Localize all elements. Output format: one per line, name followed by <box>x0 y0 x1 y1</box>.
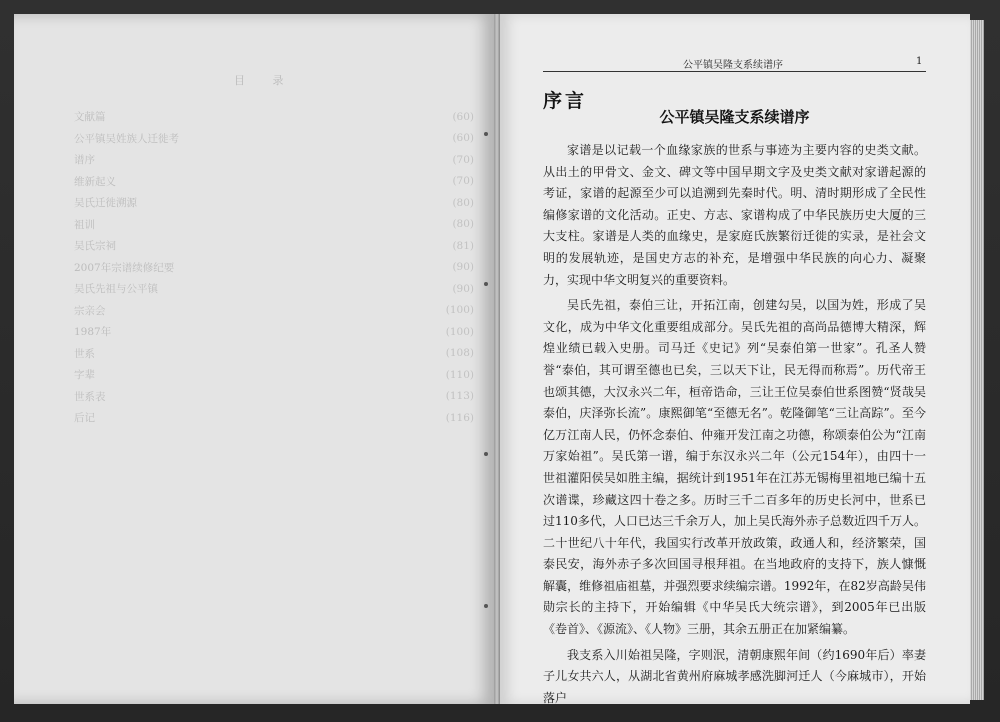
toc-row: 公平镇吴姓族人迁徙考 (60) <box>74 132 474 145</box>
left-page-header: 目 录 <box>234 74 296 87</box>
toc-row: 世系 (108) <box>74 347 474 360</box>
toc-row: 祖训 (80) <box>74 218 474 231</box>
toc-row: 吴氏迁徙溯源 (80) <box>74 196 474 210</box>
table-of-contents <box>74 106 474 429</box>
toc-row: 字辈 (110) <box>74 368 474 382</box>
toc-row: 吴氏宗祠 (81) <box>74 239 474 253</box>
left-page <box>14 14 494 704</box>
paragraph: 家谱是以记载一个血缘家族的世系与事迹为主要内容的史类文献。从出土的甲骨文、金文、碑文等中国早期文字及史类文献对家谱起源的考证，家谱的起源至少可以追溯到先秦时代。明、清时期形成了全民性编修家谱的文化活动。正史、方志、家谱构成了中华民族历史大厦的三大支柱。家谱是人类的血缘史，是家庭氏族繁衍迁徙的实录，是社会文明的发展轨迹，是国史方志的补充，是增强中华民族的向心力、凝聚力，实现中华文明复兴的重要资料。 <box>543 143 926 287</box>
paragraph: 我支系入川始祖吴隆，字则泯，清朝康熙年间（约1690年后）率妻子儿女共六人，从湖北省黄州府麻城孝感洗脚河迁人（今麻城市），开始落户 <box>543 647 926 705</box>
toc-row: 文献篇 (60) <box>74 110 474 124</box>
binding-hole <box>484 452 488 456</box>
header-rule <box>543 71 926 72</box>
binding-hole <box>484 604 488 608</box>
toc-row: 世系表 (113) <box>74 390 474 403</box>
binding-hole <box>484 132 488 136</box>
toc-row: 2007年宗谱续修纪要 (90) <box>74 261 474 274</box>
toc-row: 宗亲会 (100) <box>74 304 474 317</box>
toc-row: 后记 (116) <box>74 411 474 425</box>
running-head: 公平镇吴隆支系续谱序 <box>683 60 783 71</box>
binding-hole <box>484 282 488 286</box>
toc-row: 吴氏先祖与公平镇 (90) <box>74 282 474 296</box>
page-number: 1 <box>916 56 923 67</box>
toc-row: 谱序 (70) <box>74 153 474 167</box>
page-title: 公平镇吴隆支系续谱序 <box>659 108 810 126</box>
toc-row: 维新起义 (70) <box>74 175 474 188</box>
paragraph: 吴氏先祖，泰伯三让，开拓江南，创建勾吴，以国为姓，形成了吴文化，成为中华文化重要组成部分。吴氏先祖的高尚品德博大精深，辉煌业绩已载入史册。司马迁《史记》列“吴泰伯第一世家”。孔圣人赞誉“泰伯，其可谓至德也已矣，三以天下让，民无得而称焉”。历代帝王也颂其德，大汉永兴二年，桓帝诰命，三让王位吴泰伯世系图赞“贤哉吴泰伯，庆泽弥长流”。康熙御笔“至德无名”。乾隆御笔“三让高踪”。至今亿万江南人民，仍怀念泰伯、仲雍开发江南之功德，称颂泰伯公为“江南万家始祖”。吴氏第一谱，编于东汉永兴二年（公元154年），由四十一世祖灌阳侯吴如胜主编，据统计到1951年在江苏无锡梅里祖地已编十五次谱谍，珍藏这四十卷之多。历时三千二百多年的历史长河中，世系已过110多代，人口已达三千余万人，加上吴氏海外赤子总数近四千万人。二十世纪八十年代，我国实行改革开放政策，政通人和，经济繁荣，国泰民安，海外赤子多次回国寻根拜祖。在当地政府的支持下，族人慷慨解囊，维修祖庙祖墓，并强烈要求续编宗谱。1992年，在82岁高龄吴伟勋宗长的主持下，开始编辑《中华吴氏大统宗谱》，到2005年已出版《卷首》、《源流》、《人物》三册，其余五册正在加紧编纂。 <box>543 298 926 637</box>
right-page <box>500 14 970 704</box>
page-edges <box>970 20 984 700</box>
section-title: 序言 <box>543 90 588 112</box>
body-text <box>543 140 926 713</box>
toc-row: 1987年 (100) <box>74 325 474 339</box>
